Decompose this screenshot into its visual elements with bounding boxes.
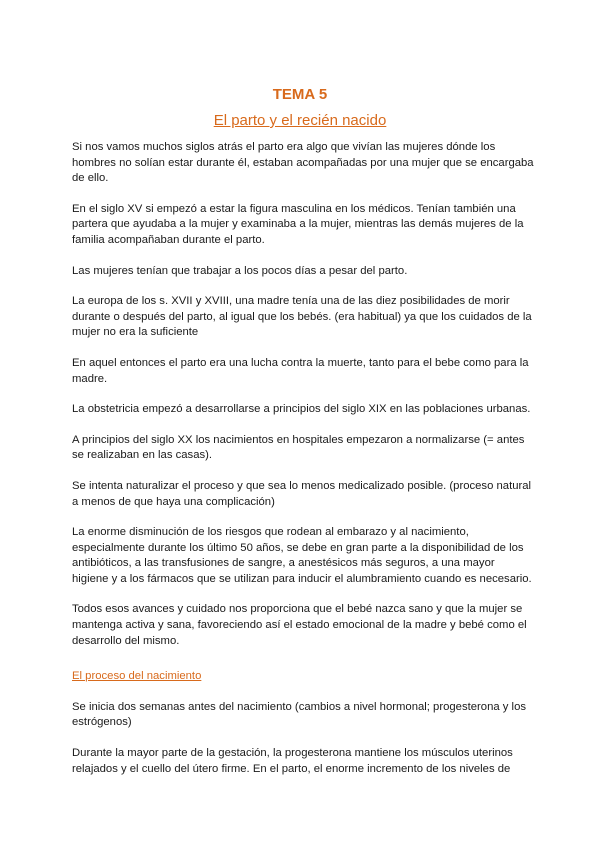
paragraph: Si nos vamos muchos siglos atrás el parto era algo que vivían las mujeres dónde los hombres no solían estar durante él, estaban acompañadas por una mujer que se encargaba de ello. [72,141,534,185]
paragraph: Se intenta naturalizar el proceso y que sea lo menos medicalizado posible. (proceso natural a menos de que haya una complicación) [72,479,532,508]
paragraph: La enorme disminución de los riesgos que rodean al embarazo y al nacimiento, especialmente durante los último 50 años, se debe en gran parte a la disponibilidad de los antibióticos, a las transfusiones de sangre, a anestésicos más seguros, a una mayor higiene y a los fármacos que se utilizan para inducir el alumbramiento cuando es necesario. [72,526,532,585]
document-body [72,140,534,792]
paragraph: La obstetricia empezó a desarrollarse a principios del siglo XIX en las poblaciones urbanas. [72,403,531,416]
paragraph: Las mujeres tenían que trabajar a los pocos días a pesar del parto. [72,264,408,277]
page-title: TEMA 5 [272,86,328,103]
paragraph: Todos esos avances y cuidado nos proporciona que el bebé nazca sano y que la mujer se mantenga activa y sana, favoreciendo así el estado emocional de la madre y bebé como el desarrollo del mismo. [72,603,527,647]
paragraph: A principios del siglo XX los nacimientos en hospitales empezaron a normalizarse (= antes se realizaban en las casas). [72,433,525,462]
page-subtitle: El parto y el recién nacido [213,112,387,129]
paragraph: Se inicia dos semanas antes del nacimiento (cambios a nivel hormonal; progesterona y los estrógenos) [72,700,526,729]
paragraph: En aquel entonces el parto era una lucha contra la muerte, tanto para el bebe como para la madre. [72,356,529,385]
paragraph: En el siglo XV si empezó a estar la figura masculina en los médicos. Tenían también una partera que ayudaba a la mujer y examinaba a la mujer, mientras las demás mujeres de la familia acompañaban durante el parto. [72,202,524,246]
section-heading: El proceso del nacimiento [72,670,202,683]
paragraph: Durante la mayor parte de la gestación, la progesterona mantiene los músculos uterinos relajados y el cuello del útero firme. En el parto, el enorme incremento de los niveles de [72,747,513,775]
paragraph: La europa de los s. XVII y XVIII, una madre tenía una de las diez posibilidades de morir durante o después del parto, al igual que los bebés. (era habitual) ya que los cuidados de la mujer no era la suficiente [72,295,532,339]
